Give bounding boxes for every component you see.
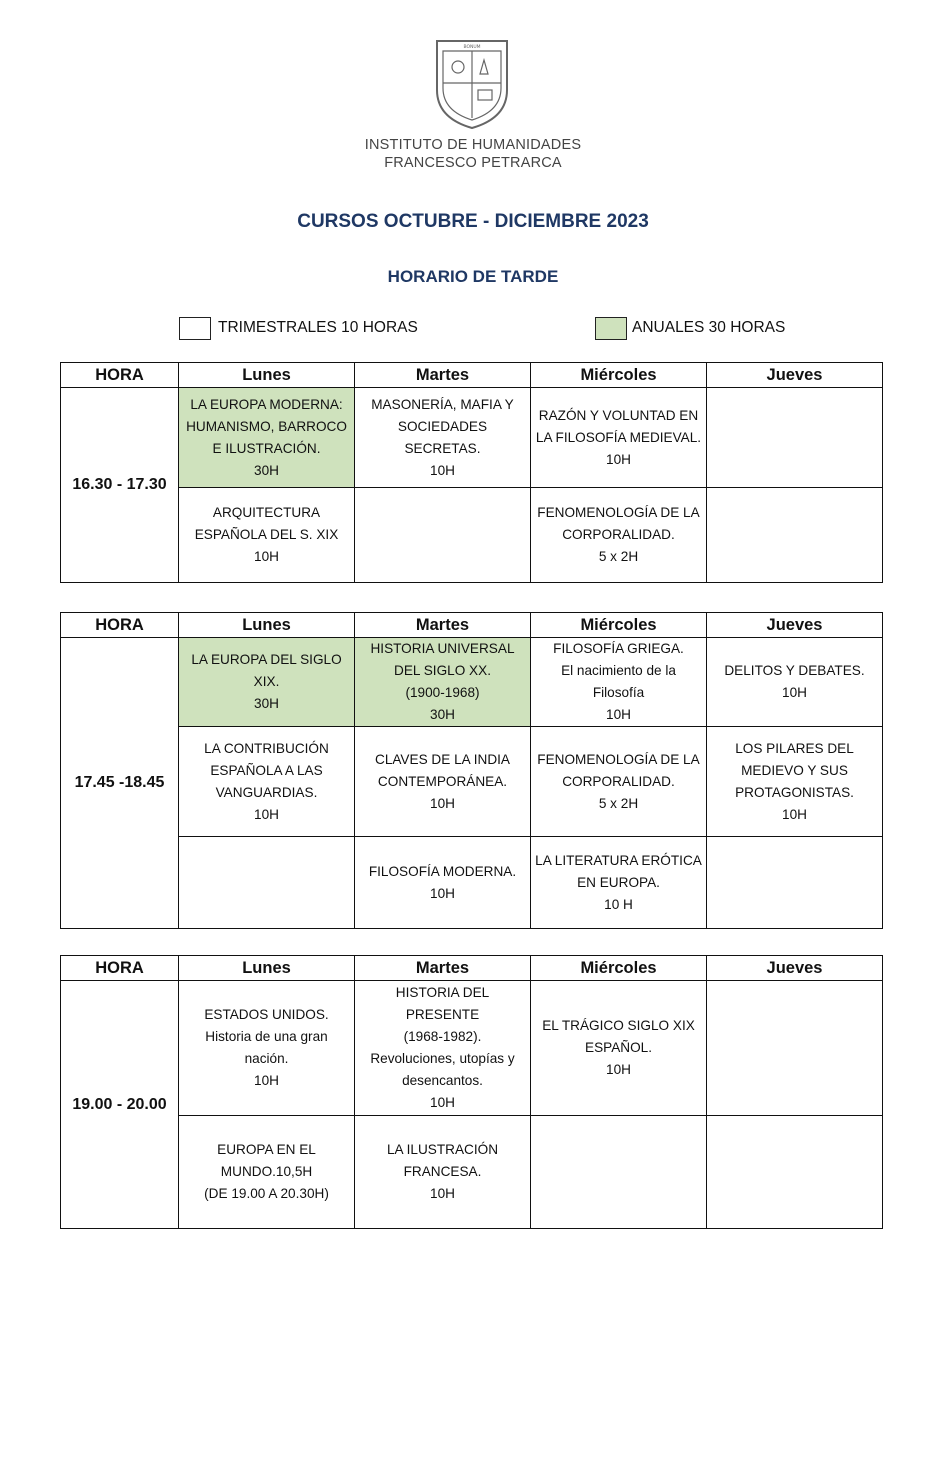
- institute-name-line1: INSTITUTO DE HUMANIDADES: [364, 137, 582, 153]
- course-text-line: EN EUROPA.: [577, 874, 660, 890]
- course-text-line: 10H: [254, 549, 279, 564]
- course-cell-miercoles: [531, 1116, 707, 1229]
- schedule-table-block-3: [60, 955, 883, 1229]
- column-header-jueves: Jueves: [707, 363, 883, 388]
- time-slot-cell: 17.45 -18.45: [61, 638, 179, 929]
- course-text-line: (1968-1982).: [403, 1029, 482, 1044]
- course-text-line: desencantos.: [402, 1073, 483, 1088]
- course-text-line: FRANCESA.: [403, 1164, 482, 1179]
- schedule-row: [61, 981, 883, 1116]
- course-text-line: DEL SIGLO XX.: [394, 663, 491, 678]
- legend-label-anual: ANUALES 30 HORAS: [632, 319, 786, 336]
- column-header-jueves: Jueves: [707, 613, 883, 638]
- legend-swatch-trimestral: [179, 317, 211, 340]
- course-text-line: 10H: [430, 795, 455, 811]
- course-cell-lunes: [179, 638, 355, 727]
- schedule-row: [61, 727, 883, 837]
- column-header-lunes: Lunes: [179, 956, 355, 981]
- course-text-line: Filosofía: [592, 685, 645, 700]
- course-text-line: FILOSOFÍA GRIEGA.: [553, 641, 684, 656]
- course-text-line: VANGUARDIAS.: [215, 784, 318, 800]
- course-cell-lunes: [179, 488, 355, 583]
- column-header-martes: Martes: [355, 363, 531, 388]
- course-text-line: ESPAÑOLA DEL S. XIX: [194, 527, 339, 542]
- column-header-miercoles: Miércoles: [531, 613, 707, 638]
- course-text-line: LA ILUSTRACIÓN: [386, 1142, 499, 1157]
- course-text-line: ARQUITECTURA: [212, 505, 321, 520]
- course-text-line: ESTADOS UNIDOS.: [204, 1007, 329, 1022]
- page-title: CURSOS OCTUBRE - DICIEMBRE 2023: [297, 211, 649, 232]
- course-cell-jueves: [707, 638, 883, 727]
- header-row: [61, 613, 883, 638]
- course-text-line: 5 x 2H: [598, 795, 639, 811]
- course-cell-lunes: [179, 388, 355, 488]
- schedule-row: [61, 638, 883, 727]
- course-cell-martes: [355, 638, 531, 727]
- course-cell-martes: [355, 727, 531, 837]
- course-text-line: 30H: [254, 696, 279, 711]
- course-cell-miercoles: [531, 638, 707, 727]
- column-header-jueves: Jueves: [707, 956, 883, 981]
- course-text-line: LA EUROPA MODERNA:: [190, 396, 343, 412]
- legend-label-trimestral: TRIMESTRALES 10 HORAS: [218, 319, 418, 336]
- course-text-line: 10H: [430, 1095, 455, 1110]
- page-subtitle: HORARIO DE TARDE: [387, 267, 559, 286]
- course-cell-jueves: [707, 1116, 883, 1229]
- course-text-line: FILOSOFÍA MODERNA.: [368, 863, 517, 879]
- column-header-lunes: Lunes: [179, 613, 355, 638]
- course-text-line: CORPORALIDAD.: [562, 773, 675, 789]
- course-text-line: CORPORALIDAD.: [562, 527, 675, 542]
- course-text-line: MASONERÍA, MAFIA Y: [371, 396, 514, 412]
- course-text-line: ESPAÑOL.: [585, 1040, 652, 1055]
- course-text-line: HISTORIA DEL PRESENTE: [395, 985, 490, 1022]
- schedule-row: [61, 488, 883, 583]
- course-cell-miercoles: [531, 727, 707, 837]
- course-text-line: LA CONTRIBUCIÓN: [204, 740, 329, 756]
- course-text-line: HUMANISMO, BARROCO: [186, 418, 347, 434]
- course-cell-jueves: [707, 388, 883, 488]
- course-text-line: 10H: [782, 806, 807, 822]
- course-text-line: nación.: [244, 1051, 289, 1066]
- course-text-line: DELITOS Y DEBATES.: [724, 663, 865, 678]
- course-text-line: 10H: [606, 451, 631, 467]
- course-text-line: FENOMENOLOGÍA DE LA: [537, 751, 700, 767]
- course-text-line: ESPAÑOLA A LAS: [210, 762, 323, 778]
- column-header-hora: HORA: [61, 613, 179, 638]
- header-row: [61, 956, 883, 981]
- svg-text:BONUM: BONUM: [463, 45, 481, 50]
- course-text-line: E ILUSTRACIÓN.: [212, 440, 321, 456]
- course-cell-jueves: [707, 837, 883, 929]
- course-text-line: MUNDO.10,5H: [220, 1164, 313, 1179]
- course-cell-miercoles: [531, 488, 707, 583]
- column-header-martes: Martes: [355, 956, 531, 981]
- course-text-line: LA FILOSOFÍA MEDIEVAL.: [535, 429, 702, 445]
- course-text-line: HISTORIA UNIVERSAL: [370, 641, 515, 656]
- course-text-line: Revoluciones, utopías y: [370, 1051, 515, 1066]
- course-text-line: LA LITERATURA ERÓTICA: [535, 852, 702, 868]
- course-cell-martes: [355, 1116, 531, 1229]
- column-header-miercoles: Miércoles: [531, 956, 707, 981]
- course-cell-martes: [355, 837, 531, 929]
- column-header-miercoles: Miércoles: [531, 363, 707, 388]
- column-header-lunes: Lunes: [179, 363, 355, 388]
- course-cell-jueves: [707, 488, 883, 583]
- course-cell-jueves: [707, 727, 883, 837]
- schedule-table-block-1: [60, 362, 883, 583]
- course-cell-miercoles: [531, 388, 707, 488]
- course-text-line: RAZÓN Y VOLUNTAD EN: [538, 407, 699, 423]
- schedule-table-block-2: [60, 612, 883, 929]
- course-text-line: MEDIEVO Y SUS: [741, 762, 848, 778]
- course-text-line: EL TRÁGICO SIGLO XIX: [542, 1018, 695, 1033]
- column-header-hora: HORA: [61, 363, 179, 388]
- course-text-line: 10H: [430, 462, 455, 478]
- course-text-line: PROTAGONISTAS.: [735, 784, 854, 800]
- course-text-line: LA EUROPA DEL SIGLO: [191, 652, 342, 667]
- course-cell-lunes: [179, 981, 355, 1116]
- course-text-line: CONTEMPORÁNEA.: [377, 773, 508, 789]
- course-text-line: 10 H: [604, 896, 633, 912]
- course-cell-martes: [355, 488, 531, 583]
- course-text-line: XIX.: [253, 674, 280, 689]
- course-text-line: SOCIEDADES SECRETAS.: [397, 418, 488, 456]
- course-cell-lunes: [179, 1116, 355, 1229]
- column-header-hora: HORA: [61, 956, 179, 981]
- course-cell-martes: [355, 981, 531, 1116]
- course-text-line: 10H: [430, 1186, 455, 1201]
- course-cell-miercoles: [531, 981, 707, 1116]
- course-text-line: EUROPA EN EL: [217, 1142, 316, 1157]
- schedule-row: [61, 388, 883, 488]
- header-row: [61, 363, 883, 388]
- course-text-line: FENOMENOLOGÍA DE LA: [537, 505, 700, 520]
- course-text-line: (DE 19.00 A 20.30H): [204, 1186, 329, 1201]
- column-header-martes: Martes: [355, 613, 531, 638]
- course-text-line: El nacimiento de la: [561, 663, 676, 678]
- course-text-line: 30H: [430, 707, 455, 722]
- course-cell-jueves: [707, 981, 883, 1116]
- course-cell-lunes: [179, 727, 355, 837]
- course-text-line: 10H: [782, 685, 807, 700]
- course-text-line: 10H: [254, 1073, 279, 1088]
- course-text-line: LOS PILARES DEL: [735, 740, 854, 756]
- course-text-line: 10H: [254, 806, 279, 822]
- course-text-line: 5 x 2H: [598, 549, 639, 564]
- course-cell-martes: [355, 388, 531, 488]
- legend-swatch-anual: [595, 317, 627, 340]
- schedule-row: [61, 1116, 883, 1229]
- institute-name-line2: FRANCESCO PETRARCA: [384, 155, 562, 171]
- schedule-row: [61, 837, 883, 929]
- course-text-line: Historia de una gran: [205, 1029, 328, 1044]
- time-slot-cell: 16.30 - 17.30: [61, 388, 179, 583]
- course-text-line: 10H: [606, 707, 631, 722]
- institute-crest-logo: [434, 38, 510, 130]
- course-cell-lunes: [179, 837, 355, 929]
- course-text-line: 10H: [606, 1062, 631, 1077]
- course-text-line: CLAVES DE LA INDIA: [375, 751, 510, 767]
- course-cell-miercoles: [531, 837, 707, 929]
- time-slot-cell: 19.00 - 20.00: [61, 981, 179, 1229]
- course-text-line: (1900-1968): [405, 685, 480, 700]
- course-text-line: 10H: [430, 885, 455, 901]
- course-text-line: 30H: [254, 462, 279, 478]
